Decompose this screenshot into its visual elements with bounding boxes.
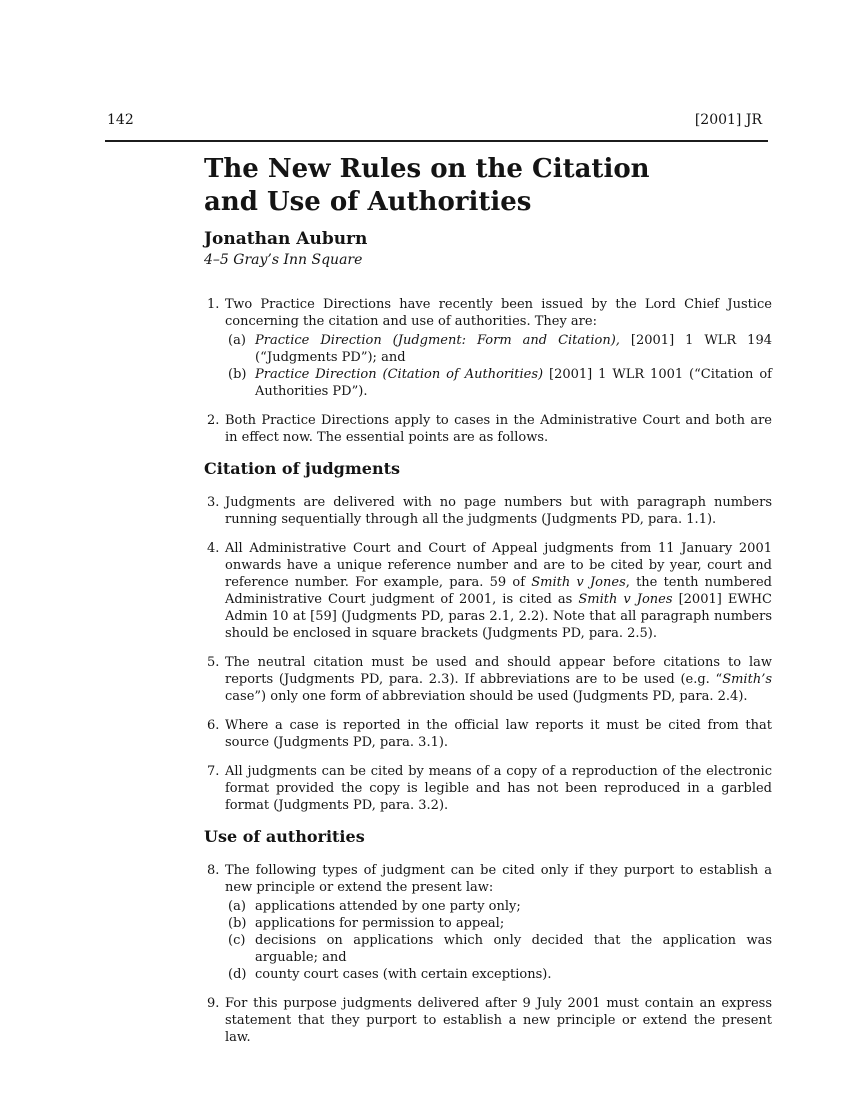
paragraph-1-intro: Two Practice Directions have recently been issued by the Lord Chief Justice concerning the citation and use of authorities. They are: — [225, 297, 772, 329]
paragraph-1-sublist — [225, 332, 772, 400]
paragraph-3-text: Judgments are delivered with no page numbers but with paragraph numbers running sequentially through all the judgments (Judgments PD, para. 1.1). — [225, 495, 772, 527]
paragraph-8-intro: The following types of judgment can be cited only if they purport to establish a new principle or extend the present law: — [225, 863, 772, 895]
paragraph-7 — [204, 763, 772, 814]
running-header — [107, 112, 762, 128]
text-segment: All Administrative Court and Court of Appeal judgments from 11 January 2001 onwards have a unique reference number and are to be cited by year, court and reference number. For example, para. 59 of — [225, 541, 772, 590]
list-item-8c-text: decisions on applications which only decided that the application was arguable; and — [255, 933, 772, 965]
citation-italic: Practice Direction (Judgment: Form and Citation), — [255, 333, 620, 348]
section-heading-use: Use of authorities — [204, 827, 365, 846]
list-item-8c — [225, 932, 772, 966]
citation-italic: Practice Direction (Citation of Authorities) — [255, 367, 544, 382]
article-title-line-1: The New Rules on the Citation — [204, 154, 650, 184]
case-name-italic: Smith v Jones — [531, 575, 626, 590]
citation-rest: [2001] 1 WLR 194 (“Judgments PD”); and — [255, 333, 772, 365]
list-item-8c-label: (c) — [228, 933, 246, 948]
paragraph-3 — [204, 494, 772, 528]
list-item-1b — [225, 366, 772, 400]
section-heading-citation: Citation of judgments — [204, 459, 400, 478]
paragraph-6 — [204, 717, 772, 751]
paragraph-4-text — [225, 540, 772, 642]
author-name: Jonathan Auburn — [204, 229, 368, 249]
paragraph-2-number: 2. — [207, 413, 220, 428]
paragraph-1 — [204, 296, 772, 400]
paragraph-9-text: For this purpose judgments delivered after 9 July 2001 must contain an express statement that they purport to establish a new principle or extend the present law. — [225, 996, 772, 1045]
paragraph-8-text — [225, 862, 772, 983]
paragraph-3-number: 3. — [207, 495, 220, 510]
list-item-8a-label: (a) — [228, 899, 246, 914]
header-rule — [105, 140, 768, 142]
article-content — [204, 153, 772, 1046]
author-affiliation: 4–5 Gray’s Inn Square — [204, 252, 363, 268]
list-item-8b — [225, 915, 772, 932]
paragraph-8-number: 8. — [207, 863, 220, 878]
text-segment: The neutral citation must be used and should appear before citations to law reports (Judgments PD, para. 2.3). If abbreviations are to be used (e.g. “ — [225, 655, 772, 687]
list-item-8d-label: (d) — [228, 967, 247, 982]
text-segment: , the tenth numbered Administrative Court judgment of 2001, is cited as — [225, 575, 772, 607]
list-item-1a — [225, 332, 772, 366]
list-item-8b-label: (b) — [228, 916, 247, 931]
journal-reference: [2001] JR — [694, 112, 762, 128]
list-item-1a-label: (a) — [228, 333, 246, 348]
list-item-8d — [225, 966, 772, 983]
paragraph-5-number: 5. — [207, 655, 220, 670]
paragraph-4-number: 4. — [207, 541, 220, 556]
paragraph-1-number: 1. — [207, 297, 220, 312]
article-title — [204, 153, 772, 219]
paragraph-7-text: All judgments can be cited by means of a copy of a reproduction of the electronic format provided the copy is legible and has not been reproduced in a garbled format (Judgments PD, para. 3.2). — [225, 764, 772, 813]
list-item-8a-text: applications attended by one party only; — [255, 899, 521, 914]
text-segment: [2001] EWHC Admin 10 at [59] (Judgments PD, paras 2.1, 2.2). Note that all paragraph numbers should be enclosed in square brackets (Judgments PD, para. 2.5). — [225, 592, 772, 641]
paragraph-9 — [204, 995, 772, 1046]
paragraph-6-text: Where a case is reported in the official law reports it must be cited from that source (Judgments PD, para. 3.1). — [225, 718, 772, 750]
case-name-italic: Smith v Jones — [578, 592, 673, 607]
paragraph-5-text — [225, 654, 772, 705]
list-item-1b-label: (b) — [228, 367, 247, 382]
list-item-1b-text — [255, 366, 772, 400]
citation-rest: [2001] 1 WLR 1001 (“Citation of Authorities PD”). — [255, 367, 772, 399]
page-number: 142 — [107, 112, 134, 128]
paragraph-2-text: Both Practice Directions apply to cases in the Administrative Court and both are in effect now. The essential points are as follows. — [225, 413, 772, 445]
paragraph-5 — [204, 654, 772, 705]
list-item-1a-text — [255, 332, 772, 366]
paragraph-8 — [204, 862, 772, 983]
text-segment: case”) only one form of abbreviation should be used (Judgments PD, para. 2.4). — [225, 689, 748, 704]
list-item-8d-text: county court cases (with certain exceptions). — [255, 967, 552, 982]
paragraph-4 — [204, 540, 772, 642]
paragraph-6-number: 6. — [207, 718, 220, 733]
paragraph-2 — [204, 412, 772, 446]
article-title-line-2: and Use of Authorities — [204, 187, 532, 217]
paragraph-1-text — [225, 296, 772, 400]
paragraph-9-number: 9. — [207, 996, 220, 1011]
list-item-8b-text: applications for permission to appeal; — [255, 916, 505, 931]
paragraph-7-number: 7. — [207, 764, 220, 779]
paragraph-8-sublist — [225, 898, 772, 983]
case-name-italic: Smith’s — [722, 672, 772, 687]
list-item-8a — [225, 898, 772, 915]
